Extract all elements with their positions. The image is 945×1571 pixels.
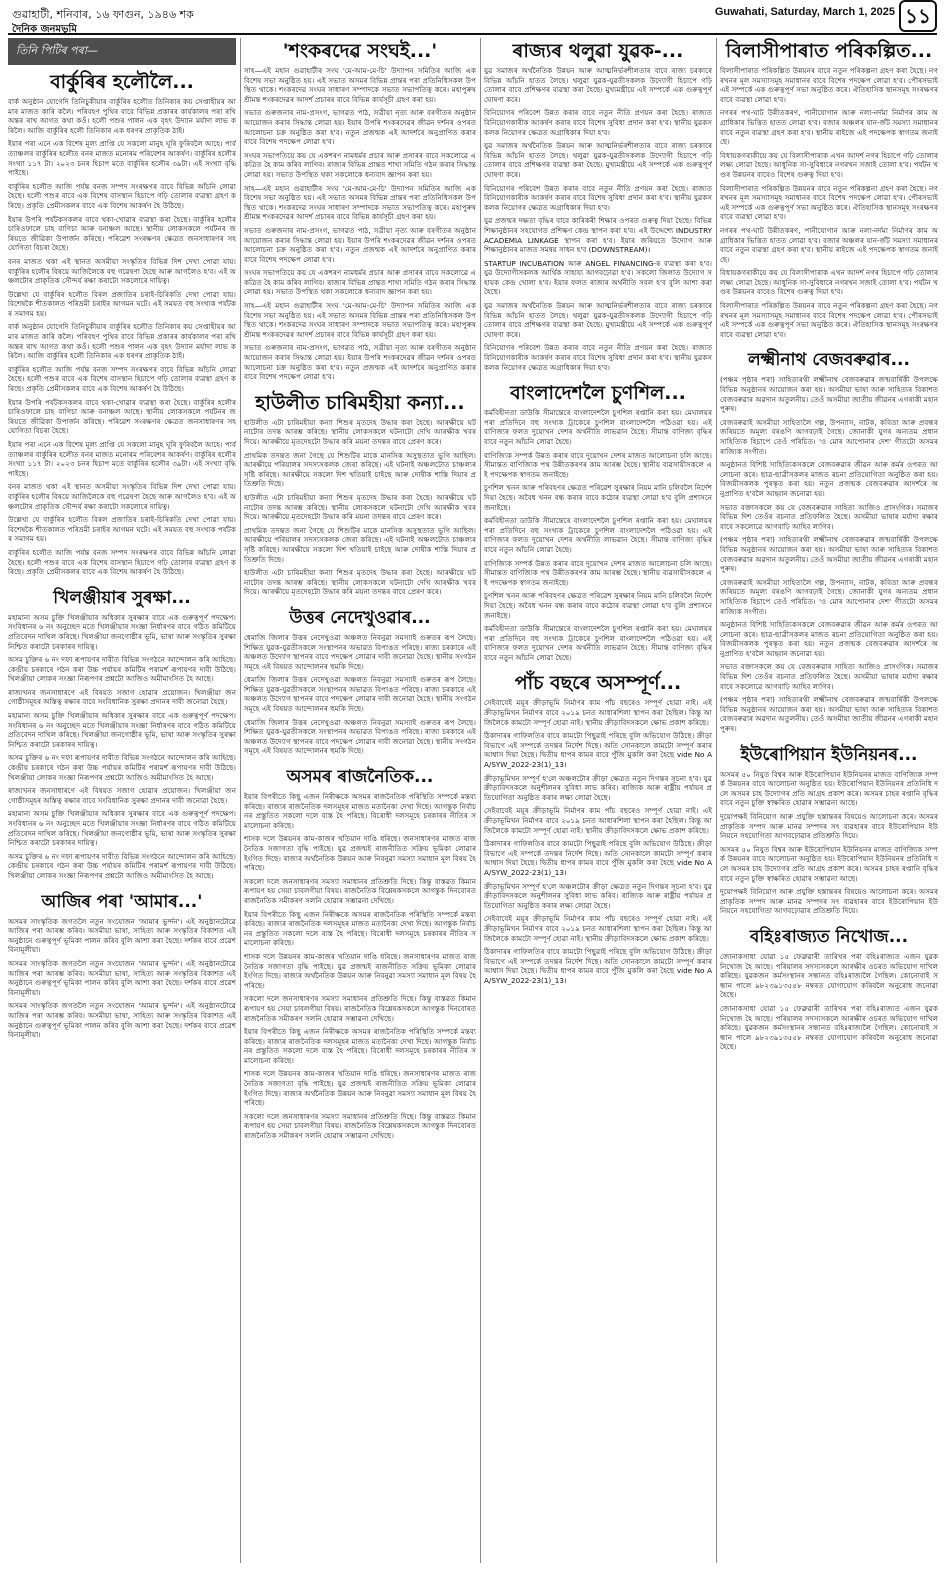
column-2 [244, 38, 476, 1563]
article-paragraph: বাৰ্কুৰিৰ হলৌত আজি পৰ্যন্ত বনজ সম্পদ সংৰক্ষণৰ বাবে বিভিন্ন আঁচনি লোৱা হৈছে। হলৌ পশুৰ বাবে এক বিশেষ বাসস্থান হিচাপে গঢ়ি তোলাৰ ব্যৱস্থা গ্ৰহণ কৰিছে। প্ৰকৃতি প্ৰেমীসকলৰ বাবে এক বিশেষ আকৰ্ষণ হৈ উঠিছে। [8, 181, 236, 210]
article-paragraph: অসম চুক্তিৰ ৬ নং দফা ৰূপায়ণৰ দাবীত বিভিন্ন সংগঠনে আন্দোলন কৰি আহিছে। কেন্দ্ৰীয় চৰকাৰে গঠন কৰা উচ্চ পৰ্যায়ৰ কমিটিৰ পৰামৰ্শ ৰূপায়ণৰ দাবী উঠিছে। খিলঞ্জীয়া লোকৰ সংজ্ঞা নিৰূপণৰ প্ৰশ্নটো আজিও অমীমাংসিত হৈ আছে। [8, 753, 236, 782]
article-paragraph: প্ৰাথমিক তদন্তত জনা গৈছে যে শিশুটিৰ মাকে মানসিক অসুস্থতাত ভুগি আছিল। আৰক্ষীয়ে পৰিয়ালৰ সদস্যসকলক জেৰা কৰিছে। এই ঘটনাই অঞ্চলটোত চাঞ্চল্যৰ সৃষ্টি কৰিছে। আৰক্ষীয়ে সকলো দিশ খতিয়াই চাইছে আৰু দোষীক শাস্তি দিয়াৰ প্ৰতিশ্ৰুতি দিছে। [244, 450, 476, 489]
article-paragraph: উল্লেখ্য যে বাৰ্কুৰিৰ হলৌত বিৰল প্ৰজাতিৰ চৰাই-চিৰিকতি দেখা পোৱা যায়। বিশেষকৈ শীতকালত পৰিভ্ৰমী চৰাইৰ আগমন ঘটে। এই সময়ত বহু সংখ্যক পৰ্যটকৰ সমাগম হয়। [8, 515, 236, 544]
column-3 [484, 38, 712, 1563]
article-paragraph: সেইবাবেই ময়ূৰ ক্ৰীড়াভূমি নিৰ্মাণৰ কাম পাঁচ বছৰেও সম্পূৰ্ণ হোৱা নাই। এই ক্ৰীড়াভূমিখন নিৰ্মাণৰ বাবে ২০১৯ চনত আধাৰশিলা স্থাপন কৰা হৈছিল। কিন্তু আজিলৈকে কামটো সম্পূৰ্ণ হোৱা নাই। স্থানীয় ক্ৰীড়াবিদসকলে ক্ষোভ প্ৰকাশ কৰিছে। [484, 806, 712, 835]
article-paragraph: অসমৰ ৫০ নিযুত বিশ্বৰ আৰু ইউৰোপিয়ান ইউনিয়নৰ মাজত বাণিজ্যিক সম্পৰ্ক উন্নয়নৰ বাবে আলোচনা অনুষ্ঠিত হয়। ইউৰোপিয়ান ইউনিয়নৰ প্ৰতিনিধি দলে অসমৰ চাহ উদ্যোগৰ প্ৰতি আগ্ৰহ প্ৰকাশ কৰে। অসমৰ চাহৰ ৰপ্তানি বৃদ্ধিৰ বাবে নতুন চুক্তি স্বাক্ষৰিত হোৱাৰ সম্ভাৱনা আছে। [720, 844, 938, 883]
article-paragraph: শাসক দলে উন্নয়নৰ কাম-কাজৰ খতিয়ান দাঙি ধৰিছে। জনসাধাৰণৰ মাজত ৰাজনৈতিক সজাগতা বৃদ্ধি পাইছে। যুৱ প্ৰজন্মই ৰাজনীতিত সক্ৰিয় ভূমিকা লোৱাৰ ইংগিত দিছে। ৰাজ্যৰ অৰ্থনৈতিক উন্নয়ন আৰু নিবনুৱা সমস্যা সমাধান মূল বিষয় হৈ পৰিছে। [244, 951, 476, 990]
article-paragraph: ইয়াৰ বিপৰীতে কিছু এজন নিৰীক্ষকে অসমৰ ৰাজনৈতিক পৰিস্থিতি সম্পৰ্কে মন্তব্য কৰিছে। ৰাজ্যৰ ৰাজনৈতিক দলসমূহৰ মাজত মতানৈক্য দেখা দিছে। আগন্তুক নিৰ্বাচনৰ প্ৰস্তুতিত সকলো দলে ব্যস্ত হৈ পৰিছে। বিৰোধী দলসমূহে চৰকাৰৰ নীতিৰ সমালোচনা কৰিছে। [244, 909, 476, 948]
article-title[interactable]: আজিৰ পৰা 'আমাৰ...' [41, 891, 203, 912]
article-paragraph: ক্ৰীড়াভূমিখন সম্পূৰ্ণ হ'লে অঞ্চলটোৰ ক্ৰীড়া ক্ষেত্ৰত নতুন দিগন্তৰ সূচনা হ'ব। যুৱ ক্ৰীড়াবিদসকলে অনুশীলনৰ সুবিধা লাভ কৰিব। ৰাজ্যিক আৰু ৰাষ্ট্ৰীয় পৰ্যায়ৰ প্ৰতিযোগিতা অনুষ্ঠিত কৰাৰ লক্ষ্য লোৱা হৈছে। [484, 773, 712, 802]
article-paragraph: বেজবৰুৱাই অসমীয়া সাহিত্যলৈ গল্প, উপন্যাস, নাটক, কবিতা আৰু প্ৰবন্ধৰ জৰিয়তে অমূল্য বৰঙণি আগবঢ়াই গৈছে। জোনাকী যুগৰ অন্যতম প্ৰধান সাহিত্যিক হিচাপে তেওঁ পৰিচিত। 'ও মোৰ আপোনাৰ দেশ' গীতটো অসমৰ ৰাজ্যিক সংগীত। [720, 577, 938, 616]
article-paragraph: যুৱ সমাজৰ অৰ্থনৈতিক উন্নয়ন আৰু আত্মনিৰ্ভৰশীলতাৰ বাবে ৰাজ্য চৰকাৰে বিভিন্ন আঁচনি হাতত লৈছে। থলুৱা যুৱক-যুৱতীসকলক উদ্যোগী হিচাপে গঢ়ি তোলাৰ বাবে প্ৰশিক্ষণৰ ব্যৱস্থা কৰা হৈছে। মুখ্যমন্ত্ৰীয়ে এই সম্পৰ্কে এক গুৰুত্বপূৰ্ণ ঘোষণা কৰে। [484, 301, 712, 339]
column-1 [8, 38, 236, 1563]
article-paragraph: হাউলীত এটা চাৰিমহীয়া কন্যা শিশুৰ মৃতদেহ উদ্ধাৰ কৰা হৈছে। আৰক্ষীয়ে ঘটনাটোৰ তদন্ত আৰম্ভ কৰিছে। স্থানীয় লোকসকলে ঘটনাটো দেখি আৰক্ষীক খবৰ দিয়ে। আৰক্ষীয়ে মৃতদেহটো উদ্ধাৰ কৰি ময়না তদন্তৰ বাবে প্ৰেৰণ কৰে। [244, 492, 476, 522]
article-paragraph: বিনিয়োগৰ পৰিবেশ উন্নত কৰাৰ বাবে নতুন নীতি প্ৰণয়ন কৰা হৈছে। ৰাজ্যত বিনিয়োগকাৰীক আকৰ্ষণ কৰাৰ বাবে বিশেষ সুবিধা প্ৰদান কৰা হ'ব। স্থানীয় যুৱকসকলক নিয়োগৰ ক্ষেত্ৰত অগ্ৰাধিকাৰ দিয়া হ'ব। [484, 183, 712, 212]
article-paragraph: ক্ৰীড়াভূমিখন সম্পূৰ্ণ হ'লে অঞ্চলটোৰ ক্ৰীড়া ক্ষেত্ৰত নতুন দিগন্তৰ সূচনা হ'ব। যুৱ ক্ৰীড়াবিদসকলে অনুশীলনৰ সুবিধা লাভ কৰিব। ৰাজ্যিক আৰু ৰাষ্ট্ৰীয় পৰ্যায়ৰ প্ৰতিযোগিতা অনুষ্ঠিত কৰাৰ লক্ষ্য লোৱা হৈছে। [484, 881, 712, 910]
article-paragraph: কৰ্মবিহীনতা ডাউকি সীমান্তেৰে বাংলাদেশলৈ চুণশিল ৰপ্তানি কৰা হয়। মেঘালয়ৰ পৰা প্ৰতিদিনে বহু সংখ্যক ট্ৰাকেৰে চুণশিল বাংলাদেশলৈ পঠিওৱা হয়। এই বাণিজ্যৰ ফলত দুয়োখন দেশৰ অৰ্থনীতি লাভৱান হৈছে। সীমান্ত বাণিজ্য বৃদ্ধিৰ বাবে নতুন আঁচনি লোৱা হৈছে। [484, 516, 712, 554]
page-header [0, 0, 945, 34]
article-paragraph: ৰাজ্যখনৰ জনসাধাৰণে এই বিষয়ত সজাগ হোৱাৰ প্ৰয়োজন। খিলঞ্জীয়া জনগোষ্ঠীসমূহৰ অস্তিত্ব ৰক্ষাৰ বাবে সংবিধানিক সুৰক্ষা প্ৰদানৰ দাবী জনোৱা হৈছে। [8, 687, 236, 707]
article-paragraph: সকলো দলে জনসাধাৰণৰ সমস্যা সমাধানৰ প্ৰতিশ্ৰুতি দিছে। কিন্তু বাস্তৱত কিমান ৰূপায়ণ হয় সেয়া চাবলগীয়া বিষয়। ৰাজনৈতিক বিশ্লেষকসকলে আগন্তুক দিনবোৰত ৰাজনৈতিক সমীকৰণ সলনি হোৱাৰ সম্ভাৱনা দেখিছে। [244, 1111, 476, 1141]
article-paragraph: সংঘৰ সভাপতিয়ে কয় যে একশৰণ নামধৰ্মৰ প্ৰচাৰ আৰু প্ৰসাৰৰ বাবে সকলোৱে একত্ৰিত হৈ কাম কৰিব লাগিব। ৰাজ্যৰ বিভিন্ন প্ৰান্তত শাখা সমিতি গঠন কৰাৰ সিদ্ধান্ত লোৱা হয়। সভাত উপস্থিত থকা সকলোকে ধন্যবাদ জ্ঞাপন কৰা হয়। [244, 268, 476, 297]
article-paragraph: সেইবাবেই ময়ূৰ ক্ৰীড়াভূমি নিৰ্মাণৰ কাম পাঁচ বছৰেও সম্পূৰ্ণ হোৱা নাই। এই ক্ৰীড়াভূমিখন নিৰ্মাণৰ বাবে ২০১৯ চনত আধাৰশিলা স্থাপন কৰা হৈছিল। কিন্তু আজিলৈকে কামটো সম্পূৰ্ণ হোৱা নাই। স্থানীয় ক্ৰীড়াবিদসকলে ক্ষোভ প্ৰকাশ কৰিছে। [484, 914, 712, 943]
article-paragraph: বিলাসীপাৰাত পৰিকল্পিত উন্নয়নৰ বাবে নতুন পৰিকল্পনা গ্ৰহণ কৰা হৈছে। নগৰখনৰ মূল সমস্যাসমূহ সমাধানৰ বাবে বিশেষ পদক্ষেপ লোৱা হ'ব। পৌৰসভাই এই সম্পৰ্কে এক গুৰুত্বপূৰ্ণ সভা অনুষ্ঠিত কৰে। ঐতিহাসিক স্থানসমূহ সংৰক্ষণৰ বাবে ব্যৱস্থা লোৱা হ'ব। [720, 183, 938, 222]
article-title[interactable]: উত্তৰ নেদেখুওৱাৰ... [289, 607, 431, 628]
article-paragraph: সাহ—এই মহান গুৱাহাটীৰ সংঘ 'মে-আম-মে-চি' উদ্যাপন সমিতিৰ আজি এক বিশেষ সভা অনুষ্ঠিত হয়। এই সভাত অসমৰ বিভিন্ন প্ৰান্তৰ পৰা প্ৰতিনিধিসকল উপস্থিত থাকে। শংকৰদেৱ সংঘৰ সাধাৰণ সম্পাদকে সভাত সভাপতিত্ব কৰে। মহাপুৰুষ শ্ৰীমন্ত শংকৰদেৱৰ আদৰ্শ প্ৰচাৰৰ বাবে বিভিন্ন কাৰ্যসূচী গ্ৰহণ কৰা হয়। [244, 66, 476, 104]
article-paragraph: সকলো দলে জনসাধাৰণৰ সমস্যা সমাধানৰ প্ৰতিশ্ৰুতি দিছে। কিন্তু বাস্তৱত কিমান ৰূপায়ণ হয় সেয়া চাবলগীয়া বিষয়। ৰাজনৈতিক বিশ্লেষকসকলে আগন্তুক দিনবোৰত ৰাজনৈতিক সমীকৰণ সলনি হোৱাৰ সম্ভাৱনা দেখিছে। [244, 876, 476, 905]
article-paragraph: অসম চুক্তিৰ ৬ নং দফা ৰূপায়ণৰ দাবীত বিভিন্ন সংগঠনে আন্দোলন কৰি আহিছে। কেন্দ্ৰীয় চৰকাৰে গঠন কৰা উচ্চ পৰ্যায়ৰ কমিটিৰ পৰামৰ্শ ৰূপায়ণৰ দাবী উঠিছে। খিলঞ্জীয়া লোকৰ সংজ্ঞা নিৰূপণৰ প্ৰশ্নটো আজিও অমীমাংসিত হৈ আছে। [8, 655, 236, 684]
article-paragraph: কৰ্মবিহীনতা ডাউকি সীমান্তেৰে বাংলাদেশলৈ চুণশিল ৰপ্তানি কৰা হয়। মেঘালয়ৰ পৰা প্ৰতিদিনে বহু সংখ্যক ট্ৰাকেৰে চুণশিল বাংলাদেশলৈ পঠিওৱা হয়। এই বাণিজ্যৰ ফলত দুয়োখন দেশৰ অৰ্থনীতি লাভৱান হৈছে। সীমান্ত বাণিজ্য বৃদ্ধিৰ বাবে নতুন আঁচনি লোৱা হৈছে। [484, 624, 712, 662]
header-date-assamese: গুৱাহাটী, শনিবাৰ, ১৬ ফাগুন, ১৯৪৬ শক [12, 8, 194, 21]
article-paragraph: জোনাকসাধা যোৱা ১৫ ফেব্ৰুৱাৰী তাৰিখৰ পৰা বহিঃৰাজ্যত এজন যুৱক নিখোজ হৈ আছে। পৰিয়ালৰ সদস্যসকলে আৰক্ষীৰ ওচৰত অভিযোগ দাখিল কৰিছে। যুৱকজন কৰ্মসংস্থানৰ সন্ধানত বহিঃৰাজ্যলৈ গৈছিল। কোনোবাই সন্ধান পালে ৯৮২৩৯১৩৫৫৮ নম্বৰত যোগাযোগ কৰিবলৈ অনুৰোধ জনোৱা হৈছে। [720, 1003, 938, 1052]
article-paragraph: বিধায়কগৰাকীয়ে কয় যে বিলাসীপাৰাক এখন আদৰ্শ নগৰ হিচাপে গঢ়ি তোলাৰ লক্ষ্য লোৱা হৈছে। আধুনিক সা-সুবিধাৰে নগৰখন সজাই তোলা হ'ব। পৰ্যটন খণ্ডৰ উন্নয়নৰ বাবেও বিশেষ গুৰুত্ব দিয়া হ'ব। [720, 268, 938, 297]
article-paragraph: সাহ—এই মহান গুৱাহাটীৰ সংঘ 'মে-আম-মে-চি' উদ্যাপন সমিতিৰ আজি এক বিশেষ সভা অনুষ্ঠিত হয়। এই সভাত অসমৰ বিভিন্ন প্ৰান্তৰ পৰা প্ৰতিনিধিসকল উপস্থিত থাকে। শংকৰদেৱ সংঘৰ সাধাৰণ সম্পাদকে সভাত সভাপতিত্ব কৰে। মহাপুৰুষ শ্ৰীমন্ত শংকৰদেৱৰ আদৰ্শ প্ৰচাৰৰ বাবে বিভিন্ন কাৰ্যসূচী গ্ৰহণ কৰা হয়। [244, 183, 476, 222]
article-paragraph: যুৱ প্ৰজন্মৰ দক্ষতা বৃদ্ধিৰ বাবে কাৰিকৰী শিক্ষাৰ ওপৰত গুৰুত্ব দিয়া হৈছে। বিভিন্ন শিক্ষানুষ্ঠানৰ সহযোগত প্ৰশিক্ষণ কেন্দ্ৰ স্থাপন কৰা হ'ব। এই উদ্দেশ্যে INDUSTRY ACADEMIA LINKAGE স্থাপন কৰা হ'ব। ইয়াৰ জৰিয়তে উদ্যোগ আৰু শিক্ষানুষ্ঠানৰ মাজত সমন্বয় সাধন হ'ব (DOWNSTREAM)। [484, 216, 712, 255]
column-divider [716, 38, 717, 1563]
article-title[interactable]: বাংলাদেশলৈ চুণশিল... [510, 382, 686, 405]
article-paragraph: ৰাজ্যখনৰ জনসাধাৰণে এই বিষয়ত সজাগ হোৱাৰ প্ৰয়োজন। খিলঞ্জীয়া জনগোষ্ঠীসমূহৰ অস্তিত্ব ৰক্ষাৰ বাবে সংবিধানিক সুৰক্ষা প্ৰদানৰ দাবী জনোৱা হৈছে। [8, 786, 236, 805]
article-paragraph: সাহ—এই মহান গুৱাহাটীৰ সংঘ 'মে-আম-মে-চি' উদ্যাপন সমিতিৰ আজি এক বিশেষ সভা অনুষ্ঠিত হয়। এই সভাত অসমৰ বিভিন্ন প্ৰান্তৰ পৰা প্ৰতিনিধিসকল উপস্থিত থাকে। শংকৰদেৱ সংঘৰ সাধাৰণ সম্পাদকে সভাত সভাপতিত্ব কৰে। মহাপুৰুষ শ্ৰীমন্ত শংকৰদেৱৰ আদৰ্শ প্ৰচাৰৰ বাবে বিভিন্ন কাৰ্যসূচী গ্ৰহণ কৰা হয়। [244, 301, 476, 339]
article-title[interactable]: ইউৰোপিয়ান ইউনিয়নৰ... [740, 744, 918, 765]
article-paragraph: চুণশিল খনন আৰু পৰিবহণৰ ক্ষেত্ৰত পৰিৱেশ সুৰক্ষাৰ নিয়ম মানি চলিবলৈ নিৰ্দেশ দিয়া হৈছে। অবৈধ খনন বন্ধ কৰাৰ বাবে কঠোৰ ব্যৱস্থা লোৱা হ'ব বুলি প্ৰশাসনে জনাইছে। [484, 483, 712, 512]
article-paragraph: যুৱ সমাজৰ অৰ্থনৈতিক উন্নয়ন আৰু আত্মনিৰ্ভৰশীলতাৰ বাবে ৰাজ্য চৰকাৰে বিভিন্ন আঁচনি হাতত লৈছে। থলুৱা যুৱক-যুৱতীসকলক উদ্যোগী হিচাপে গঢ়ি তোলাৰ বাবে প্ৰশিক্ষণৰ ব্যৱস্থা কৰা হৈছে। মুখ্যমন্ত্ৰীয়ে এই সম্পৰ্কে এক গুৰুত্বপূৰ্ণ ঘোষণা কৰে। [484, 141, 712, 179]
article-paragraph: শাসক দলে উন্নয়নৰ কাম-কাজৰ খতিয়ান দাঙি ধৰিছে। জনসাধাৰণৰ মাজত ৰাজনৈতিক সজাগতা বৃদ্ধি পাইছে। যুৱ প্ৰজন্মই ৰাজনীতিত সক্ৰিয় ভূমিকা লোৱাৰ ইংগিত দিছে। ৰাজ্যৰ অৰ্থনৈতিক উন্নয়ন আৰু নিবনুৱা সমস্যা সমাধান মূল বিষয় হৈ পৰিছে। [244, 834, 476, 873]
article-paragraph: জোনাকসাধা যোৱা ১৫ ফেব্ৰুৱাৰী তাৰিখৰ পৰা বহিঃৰাজ্যত এজন যুৱক নিখোজ হৈ আছে। পৰিয়ালৰ সদস্যসকলে আৰক্ষীৰ ওচৰত অভিযোগ দাখিল কৰিছে। যুৱকজন কৰ্মসংস্থানৰ সন্ধানত বহিঃৰাজ্যলৈ গৈছিল। কোনোবাই সন্ধান পালে ৯৮২৩৯১৩৫৫৮ নম্বৰত যোগাযোগ কৰিবলৈ অনুৰোধ জনোৱা হৈছে। [720, 951, 938, 1000]
article-paragraph: যুৱ সমাজৰ অৰ্থনৈতিক উন্নয়ন আৰু আত্মনিৰ্ভৰশীলতাৰ বাবে ৰাজ্য চৰকাৰে বিভিন্ন আঁচনি হাতত লৈছে। থলুৱা যুৱক-যুৱতীসকলক উদ্যোগী হিচাপে গঢ়ি তোলাৰ বাবে প্ৰশিক্ষণৰ ব্যৱস্থা কৰা হৈছে। মুখ্যমন্ত্ৰীয়ে এই সম্পৰ্কে এক গুৰুত্বপূৰ্ণ ঘোষণা কৰে। [484, 66, 712, 104]
article-title[interactable]: 'শংকৰদেৱ সংঘই...' [282, 40, 438, 62]
article-paragraph: অসমৰ ৫০ নিযুত বিশ্বৰ আৰু ইউৰোপিয়ান ইউনিয়নৰ মাজত বাণিজ্যিক সম্পৰ্ক উন্নয়নৰ বাবে আলোচনা অনুষ্ঠিত হয়। ইউৰোপিয়ান ইউনিয়নৰ প্ৰতিনিধি দলে অসমৰ চাহ উদ্যোগৰ প্ৰতি আগ্ৰহ প্ৰকাশ কৰে। অসমৰ চাহৰ ৰপ্তানি বৃদ্ধিৰ বাবে নতুন চুক্তি স্বাক্ষৰিত হোৱাৰ সম্ভাৱনা আছে। [720, 769, 938, 808]
column-4 [720, 38, 938, 1563]
article-title[interactable]: লক্ষ্মীনাথ বেজবৰুৱাৰ... [748, 350, 910, 371]
section-label: তিনি পিটিৰ পৰা— [8, 38, 236, 65]
article-paragraph: কৰ্মবিহীনতা ডাউকি সীমান্তেৰে বাংলাদেশলৈ চুণশিল ৰপ্তানি কৰা হয়। মেঘালয়ৰ পৰা প্ৰতিদিনে বহু সংখ্যক ট্ৰাকেৰে চুণশিল বাংলাদেশলৈ পঠিওৱা হয়। এই বাণিজ্যৰ ফলত দুয়োখন দেশৰ অৰ্থনীতি লাভৱান হৈছে। সীমান্ত বাণিজ্য বৃদ্ধিৰ বাবে নতুন আঁচনি লোৱা হৈছে। [484, 408, 712, 446]
article-paragraph: বিনিয়োগৰ পৰিবেশ উন্নত কৰাৰ বাবে নতুন নীতি প্ৰণয়ন কৰা হৈছে। ৰাজ্যত বিনিয়োগকাৰীক আকৰ্ষণ কৰাৰ বাবে বিশেষ সুবিধা প্ৰদান কৰা হ'ব। স্থানীয় যুৱকসকলক নিয়োগৰ ক্ষেত্ৰত অগ্ৰাধিকাৰ দিয়া হ'ব। [484, 343, 712, 372]
article-paragraph: STARTUP INCUBATION আৰু ANGEL FINANCING-ৰ ব্যৱস্থা কৰা হ'ব। যুৱ উদ্যোগীসকলক আৰ্থিক সাহায্য আগবঢ়োৱা হ'ব। সকলো জিলাত উদ্যোগ সহায়ক কেন্দ্ৰ খোলা হ'ব। ইয়াৰ ফলত ৰাজ্যৰ অৰ্থনীতি সবল হ'ব বুলি আশা কৰা হৈছে। [484, 258, 712, 297]
article-paragraph: বনৰ মাজত থকা এই স্থানত অসমীয়া সংস্কৃতিৰ বিভিন্ন দিশ দেখা পোৱা যায়। বাৰ্কুৰিৰ হলৌৰ বিষয়ে আজিলৈকে বহু গৱেষণা হৈছে আৰু আগলৈও হ'ব। এই অঞ্চলটোৰ প্ৰাকৃতিক সৌন্দৰ্য ৰক্ষা কৰাটো সকলোৰে দায়িত্ব। [8, 256, 236, 286]
article-paragraph: বাৰ্ক অনুষ্ঠান যোগেদি তিনিচুকীয়াৰ বাৰ্কুৰিৰ হলৌত তিনিকাৰ কয় সেপ্তাহীয়ৰ আমাৰ মাজত কাৰি কলৈ। পৰিবহণ পুথিৰ বাবে বিভিন্ন প্ৰকাৰৰ কাৰ্যকালৰ পৰা ৰখি অন্তৰ ৰাখ আগত কথা কওঁ। হলৌ পশুৰ পালন এক বৃহৎ উদ্যান মৰ্যাদা লাভ কৰিলৈ। আজি বাৰ্কুৰিৰ হলৌ তিনিকাৰ এক ধৰণৰ প্ৰাকৃতিক ঠাই। [8, 97, 236, 135]
article-paragraph: নগৰৰ পথ-ঘাট উন্নীতকৰণ, পানীযোগান আৰু নলা-নৰ্দমা নিৰ্মাণৰ কাম অগ্ৰাধিকাৰ ভিত্তিত হাতত লোৱা হ'ব। বজাৰ অঞ্চলৰ যান-জঁট সমস্যা সমাধানৰ বাবে নতুন ব্যৱস্থা গ্ৰহণ কৰা হ'ব। স্থানীয় ৰাইজে এই পদক্ষেপক স্বাগতম জনাইছে। [720, 108, 938, 147]
article-paragraph: ধেমাজি জিলাৰ উত্তৰ নেদেখুওৱা অঞ্চলত নিবনুৱা সমস্যাই গুৰুতৰ ৰূপ লৈছে। শিক্ষিত যুৱক-যুৱতীসকলে সংস্থাপনৰ অভাৱত বিপাঙত পৰিছে। ৰাজ্য চৰকাৰে এই অঞ্চলত উদ্যোগ স্থাপনৰ বাবে পদক্ষেপ লোৱাৰ দাবী জনোৱা হৈছে। স্থানীয় সংগঠনসমূহে এই বিষয়ত আন্দোলনৰ হুমকি দিছে। [244, 632, 476, 671]
column-divider [240, 38, 241, 1563]
article-paragraph: ঠিকাদাৰৰ গাফিলতিৰ বাবে কামটো পিছুৱাই পৰিছে বুলি অভিযোগ উঠিছে। ক্ৰীড়া বিভাগে এই সম্পৰ্কে তদন্তৰ নিৰ্দেশ দিছে। অতি সোনকালে কামটো সম্পূৰ্ণ কৰাৰ আশ্বাস দিয়া হৈছে। দ্বিতীয় ধাপৰ কামৰ বাবে পুঁজি মুকলি কৰা হৈছে vide No AA/SYW_2022-23(1)_13। [484, 947, 712, 985]
article-paragraph: বাণিজ্যিক সম্পৰ্ক উন্নত কৰাৰ বাবে দুয়োখন দেশৰ মাজত আলোচনা চলি আছে। সীমান্তত বাণিজ্যিক পথ উন্নীতকৰণৰ কাম আৰম্ভ হৈছে। স্থানীয় ব্যৱসায়ীসকলে এই পদক্ষেপক স্বাগতম জনাইছে। [484, 450, 712, 479]
article-title[interactable]: হাউলীত চাৰিমহীয়া কন্যা... [255, 391, 465, 414]
article-paragraph: বনৰ মাজত থকা এই স্থানত অসমীয়া সংস্কৃতিৰ বিভিন্ন দিশ দেখা পোৱা যায়। বাৰ্কুৰিৰ হলৌৰ বিষয়ে আজিলৈকে বহু গৱেষণা হৈছে আৰু আগলৈও হ'ব। এই অঞ্চলটোৰ প্ৰাকৃতিক সৌন্দৰ্য ৰক্ষা কৰাটো সকলোৰে দায়িত্ব। [8, 482, 236, 511]
article-paragraph: বাৰ্কুৰিৰ হলৌত আজি পৰ্যন্ত বনজ সম্পদ সংৰক্ষণৰ বাবে বিভিন্ন আঁচনি লোৱা হৈছে। হলৌ পশুৰ বাবে এক বিশেষ বাসস্থান হিচাপে গঢ়ি তোলাৰ ব্যৱস্থা গ্ৰহণ কৰিছে। প্ৰকৃতি প্ৰেমীসকলৰ বাবে এক বিশেষ আকৰ্ষণ হৈ উঠিছে। [8, 547, 236, 577]
article-title[interactable]: বাৰ্কুৰিৰ হলৌলৈ... [50, 71, 194, 93]
article-paragraph: অনুষ্ঠানত বিশিষ্ট সাহিত্যিকসকলে বেজবৰুৱাৰ জীৱন আৰু কৰ্মৰ ওপৰত আলোচনা কৰে। ছাত্ৰ-ছাত্ৰীসকলৰ মাজত ৰচনা প্ৰতিযোগিতা অনুষ্ঠিত কৰা হয়। বিজয়ীসকলক পুৰস্কৃত কৰা হয়। নতুন প্ৰজন্মক বেজবৰুৱাৰ আদৰ্শৰে অনুপ্ৰাণিত হ'বলৈ আহ্বান জনোৱা হয়। [720, 460, 938, 498]
article-paragraph: বিলাসীপাৰাত পৰিকল্পিত উন্নয়নৰ বাবে নতুন পৰিকল্পনা গ্ৰহণ কৰা হৈছে। নগৰখনৰ মূল সমস্যাসমূহ সমাধানৰ বাবে বিশেষ পদক্ষেপ লোৱা হ'ব। পৌৰসভাই এই সম্পৰ্কে এক গুৰুত্বপূৰ্ণ সভা অনুষ্ঠিত কৰে। ঐতিহাসিক স্থানসমূহ সংৰক্ষণৰ বাবে ব্যৱস্থা লোৱা হ'ব। [720, 301, 938, 339]
article-title[interactable]: অসমৰ ৰাজনৈতিক... [286, 767, 434, 788]
article-paragraph: ধেমাজি জিলাৰ উত্তৰ নেদেখুওৱা অঞ্চলত নিবনুৱা সমস্যাই গুৰুতৰ ৰূপ লৈছে। শিক্ষিত যুৱক-যুৱতীসকলে সংস্থাপনৰ অভাৱত বিপাঙত পৰিছে। ৰাজ্য চৰকাৰে এই অঞ্চলত উদ্যোগ স্থাপনৰ বাবে পদক্ষেপ লোৱাৰ দাবী জনোৱা হৈছে। স্থানীয় সংগঠনসমূহে এই বিষয়ত আন্দোলনৰ হুমকি দিছে। [244, 675, 476, 714]
header-date-english: Guwahati, Saturday, March 1, 2025 [714, 6, 895, 18]
article-paragraph: উল্লেখ্য যে বাৰ্কুৰিৰ হলৌত বিৰল প্ৰজাতিৰ চৰাই-চিৰিকতি দেখা পোৱা যায়। বিশেষকৈ শীতকালত পৰিভ্ৰমী চৰাইৰ আগমন ঘটে। এই সময়ত বহু সংখ্যক পৰ্যটকৰ সমাগম হয়। [8, 289, 236, 318]
article-title[interactable]: বিলাসীপাৰাত পৰিকল্পিত... [725, 40, 933, 62]
article-paragraph: বিধায়কগৰাকীয়ে কয় যে বিলাসীপাৰাক এখন আদৰ্শ নগৰ হিচাপে গঢ়ি তোলাৰ লক্ষ্য লোৱা হৈছে। আধুনিক সা-সুবিধাৰে নগৰখন সজাই তোলা হ'ব। পৰ্যটন খণ্ডৰ উন্নয়নৰ বাবেও বিশেষ গুৰুত্ব দিয়া হ'ব। [720, 150, 938, 179]
article-paragraph: (পঞ্চম পৃষ্ঠাৰ পৰা) সাহিত্যৰথী লক্ষ্মীনাথ বেজবৰুৱাৰ জন্মবাৰ্ষিকী উপলক্ষে বিভিন্ন অনুষ্ঠানৰ আয়োজন কৰা হয়। অসমীয়া ভাষা আৰু সাহিত্যৰ বিকাশত বেজবৰুৱাৰ অৱদান অতুলনীয়। তেওঁ অসমীয়া জাতীয় জীৱনৰ এগৰাকী মহান পুৰুষ। [720, 535, 938, 574]
newspaper-brand: দৈনিক জনমভূমি [12, 24, 77, 35]
column-divider [480, 38, 481, 1563]
article-paragraph: মহামান্য অসম চুক্তি খিলঞ্জীয়াৰ অধিকাৰ সুৰক্ষাৰ বাবে এক গুৰুত্বপূৰ্ণ পদক্ষেপ। সংবিধানৰ ৬ নং অনুচ্ছেদ মতে খিলঞ্জীয়াৰ সংজ্ঞা নিৰ্ধাৰণৰ বাবে গঠিত কমিটিয়ে প্ৰতিবেদন দাখিল কৰিছে। খিলঞ্জীয়া জনগোষ্ঠীৰ ভূমি, ভাষা আৰু সংস্কৃতিৰ সুৰক্ষা নিশ্চিত কৰাটো চৰকাৰৰ দায়িত্ব। [8, 612, 236, 651]
article-paragraph: বিলাসীপাৰাত পৰিকল্পিত উন্নয়নৰ বাবে নতুন পৰিকল্পনা গ্ৰহণ কৰা হৈছে। নগৰখনৰ মূল সমস্যাসমূহ সমাধানৰ বাবে বিশেষ পদক্ষেপ লোৱা হ'ব। পৌৰসভাই এই সম্পৰ্কে এক গুৰুত্বপূৰ্ণ সভা অনুষ্ঠিত কৰে। ঐতিহাসিক স্থানসমূহ সংৰক্ষণৰ বাবে ব্যৱস্থা লোৱা হ'ব। [720, 66, 938, 104]
article-paragraph: বিনিয়োগৰ পৰিবেশ উন্নত কৰাৰ বাবে নতুন নীতি প্ৰণয়ন কৰা হৈছে। ৰাজ্যত বিনিয়োগকাৰীক আকৰ্ষণ কৰাৰ বাবে বিশেষ সুবিধা প্ৰদান কৰা হ'ব। স্থানীয় যুৱকসকলক নিয়োগৰ ক্ষেত্ৰত অগ্ৰাধিকাৰ দিয়া হ'ব। [484, 108, 712, 137]
article-paragraph: ইয়াৰ উপৰি পৰ্যটকসকলৰ বাবে থকা-খোৱাৰ ব্যৱস্থা কৰা হৈছে। বাৰ্কুৰিৰ হলৌৰ চাৰিওফালে চাহ বাগিচা আৰু বনাঞ্চল আছে। স্থানীয় লোকসকলে পৰ্যটনৰ জৰিয়তে জীৱিকা উপাৰ্জন কৰিছে। পৰিৱেশ সংৰক্ষণৰ ক্ষেত্ৰত জনসাধাৰণৰ সহযোগিতা বিচৰা হৈছে। [8, 397, 236, 436]
article-paragraph: দুয়োপক্ষই বিনিয়োগ আৰু প্ৰযুক্তি হস্তান্তৰৰ বিষয়েও আলোচনা কৰে। অসমৰ প্ৰাকৃতিক সম্পদ আৰু মানৱ সম্পদৰ সৎ ব্যৱহাৰৰ বাবে ইউৰোপিয়ান ইউনিয়নে সহযোগিতা আগবঢ়োৱাৰ প্ৰতিশ্ৰুতি দিয়ে। [720, 812, 938, 841]
article-paragraph: সভাত গুৰুজনাৰ নাম-প্ৰসংগ, ভাগৱত পাঠ, সত্ৰীয়া নৃত্য আৰু বৰগীতৰ অনুষ্ঠান আয়োজন কৰাৰ সিদ্ধান্ত লোৱা হয়। ইয়াৰ উপৰি শংকৰদেৱৰ জীৱন দৰ্শনৰ ওপৰত আলোচনা চক্ৰ অনুষ্ঠিত কৰা হ'ব। নতুন প্ৰজন্মক এই আদৰ্শৰে অনুপ্ৰাণিত কৰাৰ বাবে বিশেষ পদক্ষেপ লোৱা হ'ব। [244, 343, 476, 382]
article-paragraph: দুয়োপক্ষই বিনিয়োগ আৰু প্ৰযুক্তি হস্তান্তৰৰ বিষয়েও আলোচনা কৰে। অসমৰ প্ৰাকৃতিক সম্পদ আৰু মানৱ সম্পদৰ সৎ ব্যৱহাৰৰ বাবে ইউৰোপিয়ান ইউনিয়নে সহযোগিতা আগবঢ়োৱাৰ প্ৰতিশ্ৰুতি দিয়ে। [720, 887, 938, 916]
article-paragraph: ইয়াৰ পৰা এনে এক বিশেষ মূল্য প্ৰাপ্তি যে সকলো মানুহ ঘূৰি ফুৰিবলৈ আহে। পাৰ্বত্যাঞ্চলৰ বাৰ্কুৰিৰ হলৌত বনৰ মাজত মনোৰম পৰিবেশৰ আকৰ্ষণ। বাৰ্কুৰিৰ হলৌৰ সংখ্যা ১১৭ টা। ২০২৩ চনৰ হিচাপ মতে বাৰ্কুৰিৰ হলৌৰ ৩৯টা। এই সংখ্যা বৃদ্ধি পাইছে। [8, 139, 236, 178]
article-paragraph: বাৰ্কুৰিৰ হলৌত আজি পৰ্যন্ত বনজ সম্পদ সংৰক্ষণৰ বাবে বিভিন্ন আঁচনি লোৱা হৈছে। হলৌ পশুৰ বাবে এক বিশেষ বাসস্থান হিচাপে গঢ়ি তোলাৰ ব্যৱস্থা গ্ৰহণ কৰিছে। প্ৰকৃতি প্ৰেমীসকলৰ বাবে এক বিশেষ আকৰ্ষণ হৈ উঠিছে। [8, 364, 236, 394]
article-paragraph: সংঘৰ সভাপতিয়ে কয় যে একশৰণ নামধৰ্মৰ প্ৰচাৰ আৰু প্ৰসাৰৰ বাবে সকলোৱে একত্ৰিত হৈ কাম কৰিব লাগিব। ৰাজ্যৰ বিভিন্ন প্ৰান্তত শাখা সমিতি গঠন কৰাৰ সিদ্ধান্ত লোৱা হয়। সভাত উপস্থিত থকা সকলোকে ধন্যবাদ জ্ঞাপন কৰা হয়। [244, 150, 476, 179]
article-paragraph: মহামান্য অসম চুক্তি খিলঞ্জীয়াৰ অধিকাৰ সুৰক্ষাৰ বাবে এক গুৰুত্বপূৰ্ণ পদক্ষেপ। সংবিধানৰ ৬ নং অনুচ্ছেদ মতে খিলঞ্জীয়াৰ সংজ্ঞা নিৰ্ধাৰণৰ বাবে গঠিত কমিটিয়ে প্ৰতিবেদন দাখিল কৰিছে। খিলঞ্জীয়া জনগোষ্ঠীৰ ভূমি, ভাষা আৰু সংস্কৃতিৰ সুৰক্ষা নিশ্চিত কৰাটো চৰকাৰৰ দায়িত্ব। [8, 711, 236, 749]
article-paragraph: হাউলীত এটা চাৰিমহীয়া কন্যা শিশুৰ মৃতদেহ উদ্ধাৰ কৰা হৈছে। আৰক্ষীয়ে ঘটনাটোৰ তদন্ত আৰম্ভ কৰিছে। স্থানীয় লোকসকলে ঘটনাটো দেখি আৰক্ষীক খবৰ দিয়ে। আৰক্ষীয়ে মৃতদেহটো উদ্ধাৰ কৰি ময়না তদন্তৰ বাবে প্ৰেৰণ কৰে। [244, 417, 476, 446]
article-paragraph: ইয়াৰ বিপৰীতে কিছু এজন নিৰীক্ষকে অসমৰ ৰাজনৈতিক পৰিস্থিতি সম্পৰ্কে মন্তব্য কৰিছে। ৰাজ্যৰ ৰাজনৈতিক দলসমূহৰ মাজত মতানৈক্য দেখা দিছে। আগন্তুক নিৰ্বাচনৰ প্ৰস্তুতিত সকলো দলে ব্যস্ত হৈ পৰিছে। বিৰোধী দলসমূহে চৰকাৰৰ নীতিৰ সমালোচনা কৰিছে। [244, 792, 476, 830]
article-paragraph: অসমৰ সাংস্কৃতিক জগতলৈ নতুন সংযোজন 'আমাৰ ভুৰ্ন্দন'। এই অনুষ্ঠানটোৱে আজিৰ পৰা আৰম্ভ কৰিব। অসমীয়া ভাষা, সাহিত্য আৰু সংস্কৃতিৰ বিকাশত এই অনুষ্ঠানে গুৰুত্বপূৰ্ণ ভূমিকা পালন কৰিব বুলি আশা কৰা হৈছে। দৰ্শকৰ বাবে প্ৰৱেশ বিনামূলীয়া। [8, 958, 236, 997]
article-paragraph: বাৰ্ক অনুষ্ঠান যোগেদি তিনিচুকীয়াৰ বাৰ্কুৰিৰ হলৌত তিনিকাৰ কয় সেপ্তাহীয়ৰ আমাৰ মাজত কাৰি কলৈ। পৰিবহণ পুথিৰ বাবে বিভিন্ন প্ৰকাৰৰ কাৰ্যকালৰ পৰা ৰখি অন্তৰ ৰাখ আগত কথা কওঁ। হলৌ পশুৰ পালন এক বৃহৎ উদ্যান মৰ্যাদা লাভ কৰিলৈ। আজি বাৰ্কুৰিৰ হলৌ তিনিকাৰ এক ধৰণৰ প্ৰাকৃতিক ঠাই। [8, 322, 236, 361]
article-paragraph: মহামান্য অসম চুক্তি খিলঞ্জীয়াৰ অধিকাৰ সুৰক্ষাৰ বাবে এক গুৰুত্বপূৰ্ণ পদক্ষেপ। সংবিধানৰ ৬ নং অনুচ্ছেদ মতে খিলঞ্জীয়াৰ সংজ্ঞা নিৰ্ধাৰণৰ বাবে গঠিত কমিটিয়ে প্ৰতিবেদন দাখিল কৰিছে। খিলঞ্জীয়া জনগোষ্ঠীৰ ভূমি, ভাষা আৰু সংস্কৃতিৰ সুৰক্ষা নিশ্চিত কৰাটো চৰকাৰৰ দায়িত্ব। [8, 809, 236, 848]
article-paragraph: অসমৰ সাংস্কৃতিক জগতলৈ নতুন সংযোজন 'আমাৰ ভুৰ্ন্দন'। এই অনুষ্ঠানটোৱে আজিৰ পৰা আৰম্ভ কৰিব। অসমীয়া ভাষা, সাহিত্য আৰু সংস্কৃতিৰ বিকাশত এই অনুষ্ঠানে গুৰুত্বপূৰ্ণ ভূমিকা পালন কৰিব বুলি আশা কৰা হৈছে। দৰ্শকৰ বাবে প্ৰৱেশ বিনামূলীয়া। [8, 1001, 236, 1040]
article-paragraph: সকলো দলে জনসাধাৰণৰ সমস্যা সমাধানৰ প্ৰতিশ্ৰুতি দিছে। কিন্তু বাস্তৱত কিমান ৰূপায়ণ হয় সেয়া চাবলগীয়া বিষয়। ৰাজনৈতিক বিশ্লেষকসকলে আগন্তুক দিনবোৰত ৰাজনৈতিক সমীকৰণ সলনি হোৱাৰ সম্ভাৱনা দেখিছে। [244, 994, 476, 1023]
article-paragraph: সভাত গুৰুজনাৰ নাম-প্ৰসংগ, ভাগৱত পাঠ, সত্ৰীয়া নৃত্য আৰু বৰগীতৰ অনুষ্ঠান আয়োজন কৰাৰ সিদ্ধান্ত লোৱা হয়। ইয়াৰ উপৰি শংকৰদেৱৰ জীৱন দৰ্শনৰ ওপৰত আলোচনা চক্ৰ অনুষ্ঠিত কৰা হ'ব। নতুন প্ৰজন্মক এই আদৰ্শৰে অনুপ্ৰাণিত কৰাৰ বাবে বিশেষ পদক্ষেপ লোৱা হ'ব। [244, 225, 476, 264]
article-title[interactable]: ৰাজ্যৰ থলুৱা যুৱক-... [512, 40, 684, 62]
article-paragraph: ধেমাজি জিলাৰ উত্তৰ নেদেখুওৱা অঞ্চলত নিবনুৱা সমস্যাই গুৰুতৰ ৰূপ লৈছে। শিক্ষিত যুৱক-যুৱতীসকলে সংস্থাপনৰ অভাৱত বিপাঙত পৰিছে। ৰাজ্য চৰকাৰে এই অঞ্চলত উদ্যোগ স্থাপনৰ বাবে পদক্ষেপ লোৱাৰ দাবী জনোৱা হৈছে। স্থানীয় সংগঠনসমূহে এই বিষয়ত আন্দোলনৰ হুমকি দিছে। [244, 717, 476, 756]
article-paragraph: অসমৰ সাংস্কৃতিক জগতলৈ নতুন সংযোজন 'আমাৰ ভুৰ্ন্দন'। এই অনুষ্ঠানটোৱে আজিৰ পৰা আৰম্ভ কৰিব। অসমীয়া ভাষা, সাহিত্য আৰু সংস্কৃতিৰ বিকাশত এই অনুষ্ঠানে গুৰুত্বপূৰ্ণ ভূমিকা পালন কৰিব বুলি আশা কৰা হৈছে। দৰ্শকৰ বাবে প্ৰৱেশ বিনামূলীয়া। [8, 916, 236, 955]
article-paragraph: ইয়াৰ পৰা এনে এক বিশেষ মূল্য প্ৰাপ্তি যে সকলো মানুহ ঘূৰি ফুৰিবলৈ আহে। পাৰ্বত্যাঞ্চলৰ বাৰ্কুৰিৰ হলৌত বনৰ মাজত মনোৰম পৰিবেশৰ আকৰ্ষণ। বাৰ্কুৰিৰ হলৌৰ সংখ্যা ১১৭ টা। ২০২৩ চনৰ হিচাপ মতে বাৰ্কুৰিৰ হলৌৰ ৩৯টা। এই সংখ্যা বৃদ্ধি পাইছে। [8, 440, 236, 478]
article-paragraph: সভাত বক্তাসকলে কয় যে বেজবৰুৱাৰ সাহিত্য আজিও প্ৰাসংগিক। সমাজৰ বিভিন্ন দিশ তেওঁৰ ৰচনাত প্ৰতিফলিত হৈছে। অসমীয়া ভাষাৰ মৰ্যাদা ৰক্ষাৰ বাবে সকলোৱে আগবাঢ়ি আহিব লাগিব। [720, 502, 938, 531]
article-title[interactable]: খিলঞ্জীয়াৰ সুৰক্ষা... [53, 587, 191, 608]
article-paragraph: প্ৰাথমিক তদন্তত জনা গৈছে যে শিশুটিৰ মাকে মানসিক অসুস্থতাত ভুগি আছিল। আৰক্ষীয়ে পৰিয়ালৰ সদস্যসকলক জেৰা কৰিছে। এই ঘটনাই অঞ্চলটোত চাঞ্চল্যৰ সৃষ্টি কৰিছে। আৰক্ষীয়ে সকলো দিশ খতিয়াই চাইছে আৰু দোষীক শাস্তি দিয়াৰ প্ৰতিশ্ৰুতি দিছে। [244, 525, 476, 564]
article-paragraph: ঠিকাদাৰৰ গাফিলতিৰ বাবে কামটো পিছুৱাই পৰিছে বুলি অভিযোগ উঠিছে। ক্ৰীড়া বিভাগে এই সম্পৰ্কে তদন্তৰ নিৰ্দেশ দিছে। অতি সোনকালে কামটো সম্পূৰ্ণ কৰাৰ আশ্বাস দিয়া হৈছে। দ্বিতীয় ধাপৰ কামৰ বাবে পুঁজি মুকলি কৰা হৈছে vide No AA/SYW_2022-23(1)_13। [484, 839, 712, 877]
article-title[interactable]: বহিঃৰাজ্যত নিখোজ... [749, 926, 909, 947]
article-paragraph: অসম চুক্তিৰ ৬ নং দফা ৰূপায়ণৰ দাবীত বিভিন্ন সংগঠনে আন্দোলন কৰি আহিছে। কেন্দ্ৰীয় চৰকাৰে গঠন কৰা উচ্চ পৰ্যায়ৰ কমিটিৰ পৰামৰ্শ ৰূপায়ণৰ দাবী উঠিছে। খিলঞ্জীয়া লোকৰ সংজ্ঞা নিৰূপণৰ প্ৰশ্নটো আজিও অমীমাংসিত হৈ আছে। [8, 851, 236, 880]
article-paragraph: সভাত গুৰুজনাৰ নাম-প্ৰসংগ, ভাগৱত পাঠ, সত্ৰীয়া নৃত্য আৰু বৰগীতৰ অনুষ্ঠান আয়োজন কৰাৰ সিদ্ধান্ত লোৱা হয়। ইয়াৰ উপৰি শংকৰদেৱৰ জীৱন দৰ্শনৰ ওপৰত আলোচনা চক্ৰ অনুষ্ঠিত কৰা হ'ব। নতুন প্ৰজন্মক এই আদৰ্শৰে অনুপ্ৰাণিত কৰাৰ বাবে বিশেষ পদক্ষেপ লোৱা হ'ব। [244, 108, 476, 147]
article-paragraph: সভাত বক্তাসকলে কয় যে বেজবৰুৱাৰ সাহিত্য আজিও প্ৰাসংগিক। সমাজৰ বিভিন্ন দিশ তেওঁৰ ৰচনাত প্ৰতিফলিত হৈছে। অসমীয়া ভাষাৰ মৰ্যাদা ৰক্ষাৰ বাবে সকলোৱে আগবাঢ়ি আহিব লাগিব। [720, 662, 938, 691]
article-paragraph: (পঞ্চম পৃষ্ঠাৰ পৰা) সাহিত্যৰথী লক্ষ্মীনাথ বেজবৰুৱাৰ জন্মবাৰ্ষিকী উপলক্ষে বিভিন্ন অনুষ্ঠানৰ আয়োজন কৰা হয়। অসমীয়া ভাষা আৰু সাহিত্যৰ বিকাশত বেজবৰুৱাৰ অৱদান অতুলনীয়। তেওঁ অসমীয়া জাতীয় জীৱনৰ এগৰাকী মহান পুৰুষ। [720, 375, 938, 414]
article-paragraph: ঠিকাদাৰৰ গাফিলতিৰ বাবে কামটো পিছুৱাই পৰিছে বুলি অভিযোগ উঠিছে। ক্ৰীড়া বিভাগে এই সম্পৰ্কে তদন্তৰ নিৰ্দেশ দিছে। অতি সোনকালে কামটো সম্পূৰ্ণ কৰাৰ আশ্বাস দিয়া হৈছে। দ্বিতীয় ধাপৰ কামৰ বাবে পুঁজি মুকলি কৰা হৈছে vide No AA/SYW_2022-23(1)_13। [484, 731, 712, 770]
article-title[interactable]: পাঁচ বছৰে অসম্পূৰ্ণ... [514, 672, 682, 695]
article-paragraph: চুণশিল খনন আৰু পৰিবহণৰ ক্ষেত্ৰত পৰিৱেশ সুৰক্ষাৰ নিয়ম মানি চলিবলৈ নিৰ্দেশ দিয়া হৈছে। অবৈধ খনন বন্ধ কৰাৰ বাবে কঠোৰ ব্যৱস্থা লোৱা হ'ব বুলি প্ৰশাসনে জনাইছে। [484, 591, 712, 620]
article-paragraph: ইয়াৰ উপৰি পৰ্যটকসকলৰ বাবে থকা-খোৱাৰ ব্যৱস্থা কৰা হৈছে। বাৰ্কুৰিৰ হলৌৰ চাৰিওফালে চাহ বাগিচা আৰু বনাঞ্চল আছে। স্থানীয় লোকসকলে পৰ্যটনৰ জৰিয়তে জীৱিকা উপাৰ্জন কৰিছে। পৰিৱেশ সংৰক্ষণৰ ক্ষেত্ৰত জনসাধাৰণৰ সহযোগিতা বিচৰা হৈছে। [8, 214, 236, 253]
article-paragraph: (পঞ্চম পৃষ্ঠাৰ পৰা) সাহিত্যৰথী লক্ষ্মীনাথ বেজবৰুৱাৰ জন্মবাৰ্ষিকী উপলক্ষে বিভিন্ন অনুষ্ঠানৰ আয়োজন কৰা হয়। অসমীয়া ভাষা আৰু সাহিত্যৰ বিকাশত বেজবৰুৱাৰ অৱদান অতুলনীয়। তেওঁ অসমীয়া জাতীয় জীৱনৰ এগৰাকী মহান পুৰুষ। [720, 695, 938, 734]
article-paragraph: নগৰৰ পথ-ঘাট উন্নীতকৰণ, পানীযোগান আৰু নলা-নৰ্দমা নিৰ্মাণৰ কাম অগ্ৰাধিকাৰ ভিত্তিত হাতত লোৱা হ'ব। বজাৰ অঞ্চলৰ যান-জঁট সমস্যা সমাধানৰ বাবে নতুন ব্যৱস্থা গ্ৰহণ কৰা হ'ব। স্থানীয় ৰাইজে এই পদক্ষেপক স্বাগতম জনাইছে। [720, 225, 938, 264]
article-paragraph: বাণিজ্যিক সম্পৰ্ক উন্নত কৰাৰ বাবে দুয়োখন দেশৰ মাজত আলোচনা চলি আছে। সীমান্তত বাণিজ্যিক পথ উন্নীতকৰণৰ কাম আৰম্ভ হৈছে। স্থানীয় ব্যৱসায়ীসকলে এই পদক্ষেপক স্বাগতম জনাইছে। [484, 558, 712, 587]
article-paragraph: শাসক দলে উন্নয়নৰ কাম-কাজৰ খতিয়ান দাঙি ধৰিছে। জনসাধাৰণৰ মাজত ৰাজনৈতিক সজাগতা বৃদ্ধি পাইছে। যুৱ প্ৰজন্মই ৰাজনীতিত সক্ৰিয় ভূমিকা লোৱাৰ ইংগিত দিছে। ৰাজ্যৰ অৰ্থনৈতিক উন্নয়ন আৰু নিবনুৱা সমস্যা সমাধান মূল বিষয় হৈ পৰিছে। [244, 1069, 476, 1108]
article-paragraph: বেজবৰুৱাই অসমীয়া সাহিত্যলৈ গল্প, উপন্যাস, নাটক, কবিতা আৰু প্ৰবন্ধৰ জৰিয়তে অমূল্য বৰঙণি আগবঢ়াই গৈছে। জোনাকী যুগৰ অন্যতম প্ৰধান সাহিত্যিক হিচাপে তেওঁ পৰিচিত। 'ও মোৰ আপোনাৰ দেশ' গীতটো অসমৰ ৰাজ্যিক সংগীত। [720, 417, 938, 456]
header-rule [8, 33, 937, 35]
page-number: ১১ [899, 0, 937, 32]
article-paragraph: ইয়াৰ বিপৰীতে কিছু এজন নিৰীক্ষকে অসমৰ ৰাজনৈতিক পৰিস্থিতি সম্পৰ্কে মন্তব্য কৰিছে। ৰাজ্যৰ ৰাজনৈতিক দলসমূহৰ মাজত মতানৈক্য দেখা দিছে। আগন্তুক নিৰ্বাচনৰ প্ৰস্তুতিত সকলো দলে ব্যস্ত হৈ পৰিছে। বিৰোধী দলসমূহে চৰকাৰৰ নীতিৰ সমালোচনা কৰিছে। [244, 1027, 476, 1065]
article-paragraph: অনুষ্ঠানত বিশিষ্ট সাহিত্যিকসকলে বেজবৰুৱাৰ জীৱন আৰু কৰ্মৰ ওপৰত আলোচনা কৰে। ছাত্ৰ-ছাত্ৰীসকলৰ মাজত ৰচনা প্ৰতিযোগিতা অনুষ্ঠিত কৰা হয়। বিজয়ীসকলক পুৰস্কৃত কৰা হয়। নতুন প্ৰজন্মক বেজবৰুৱাৰ আদৰ্শৰে অনুপ্ৰাণিত হ'বলৈ আহ্বান জনোৱা হয়। [720, 620, 938, 658]
article-paragraph: সেইবাবেই ময়ূৰ ক্ৰীড়াভূমি নিৰ্মাণৰ কাম পাঁচ বছৰেও সম্পূৰ্ণ হোৱা নাই। এই ক্ৰীড়াভূমিখন নিৰ্মাণৰ বাবে ২০১৯ চনত আধাৰশিলা স্থাপন কৰা হৈছিল। কিন্তু আজিলৈকে কামটো সম্পূৰ্ণ হোৱা নাই। স্থানীয় ক্ৰীড়াবিদসকলে ক্ষোভ প্ৰকাশ কৰিছে। [484, 698, 712, 727]
article-paragraph: হাউলীত এটা চাৰিমহীয়া কন্যা শিশুৰ মৃতদেহ উদ্ধাৰ কৰা হৈছে। আৰক্ষীয়ে ঘটনাটোৰ তদন্ত আৰম্ভ কৰিছে। স্থানীয় লোকসকলে ঘটনাটো দেখি আৰক্ষীক খবৰ দিয়ে। আৰক্ষীয়ে মৃতদেহটো উদ্ধাৰ কৰি ময়না তদন্তৰ বাবে প্ৰেৰণ কৰে। [244, 568, 476, 597]
